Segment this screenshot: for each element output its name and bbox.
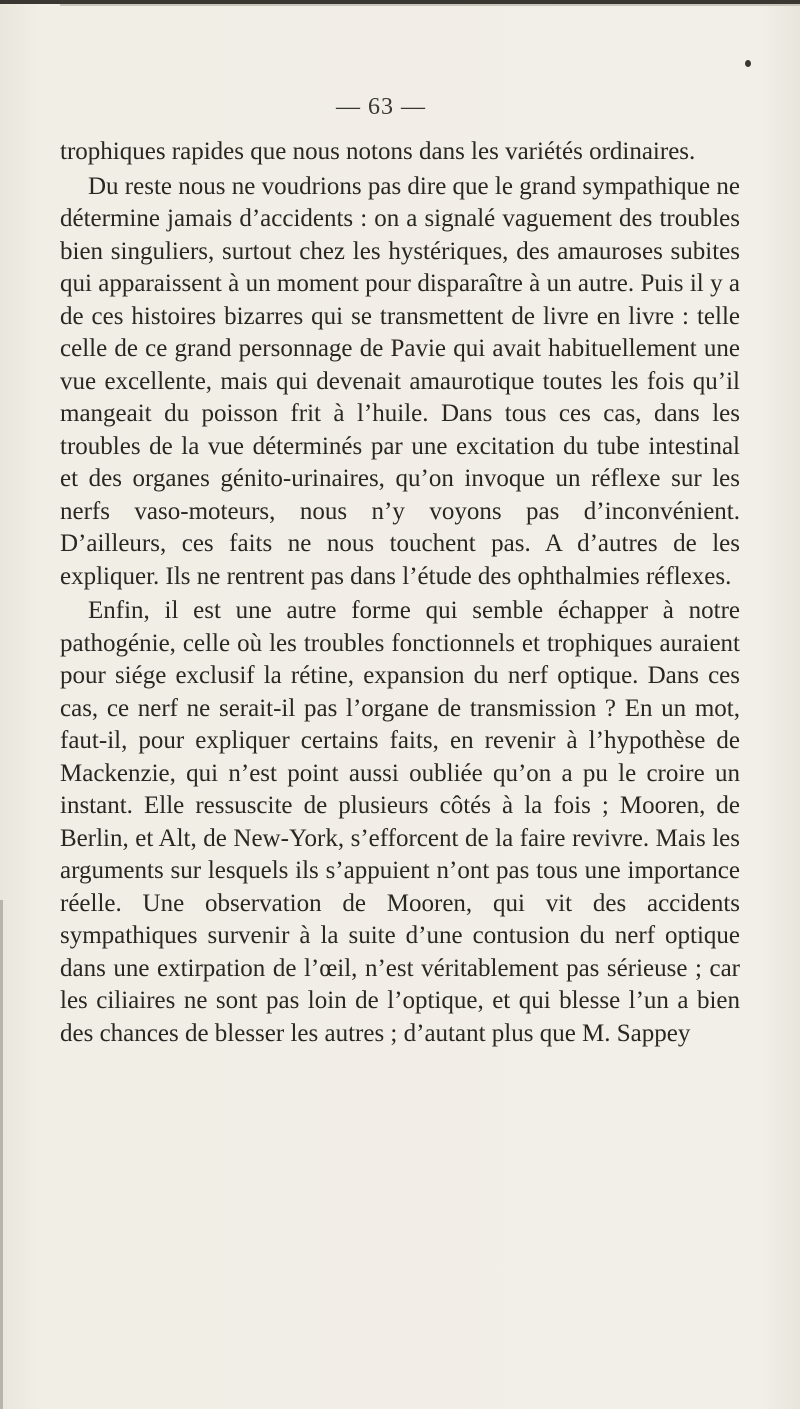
page-number: — 63 — [336,94,426,120]
left-page-edge [0,900,3,1409]
paragraph-retine: Enfin, il est une autre forme qui semble échapper à notre pathogénie, celle où les troubles fonctionnels et trophiques auraient pour siége exclusif la rétine, expansion du nerf optique. Dans ces cas, ce nerf ne serait-il pas l’organe de transmission ? En un mot, faut-il, pour expliquer certains faits, en revenir à l’hypothèse de Mackenzie, qui n’est point aussi oubliée qu’on a pu le croire un instant. Elle ressuscite de plusieurs côtés à la fois ; Mooren, de Berlin, et Alt, de New-York, s’efforcent de la faire revivre. Mais les arguments sur lesquels ils s’appuient n’ont pas tous une importance réelle. Une observation de Mooren, qui vit des accidents sympathiques survenir à la suite d’une contusion du nerf optique dans une extirpation de l’œil, n’est véritablement pas sérieuse ; car les ciliaires ne sont pas loin de l’optique, et qui blesse l’un a bien des chances de blesser les autres ; d’autant plus que M. Sappey [60,597,740,1047]
top-border-shadow [60,4,800,6]
body-text [60,136,740,1050]
ink-spot [745,60,751,67]
paragraph-continued: trophiques rapides que nous notons dans les variétés ordinaires. [60,138,696,165]
paragraph-sympathique: Du reste nous ne voudrions pas dire que le grand sympathique ne détermine jamais d’accidents : on a signalé vaguement des troubles bien singuliers, surtout chez les hystériques, des amauroses subites qui apparaissent à un moment pour disparaître à un autre. Puis il y a de ces histoires bizarres qui se transmettent de livre en livre : telle celle de ce grand personnage de Pavie qui avait habituellement une vue excellente, mais qui devenait amaurotique toutes les fois qu’il mangeait du poisson frit à l’huile. Dans tous ces cas, dans les troubles de la vue déterminés par une excitation du tube intestinal et des organes génito-urinaires, qu’on invoque un réflexe sur les nerfs vaso-moteurs, nous n’y voyons pas d’inconvénient. D’ailleurs, ces faits ne nous touchent pas. A d’autres de les expliquer. Ils ne rentrent pas dans l’étude des ophthalmies réflexes. [60,172,740,590]
